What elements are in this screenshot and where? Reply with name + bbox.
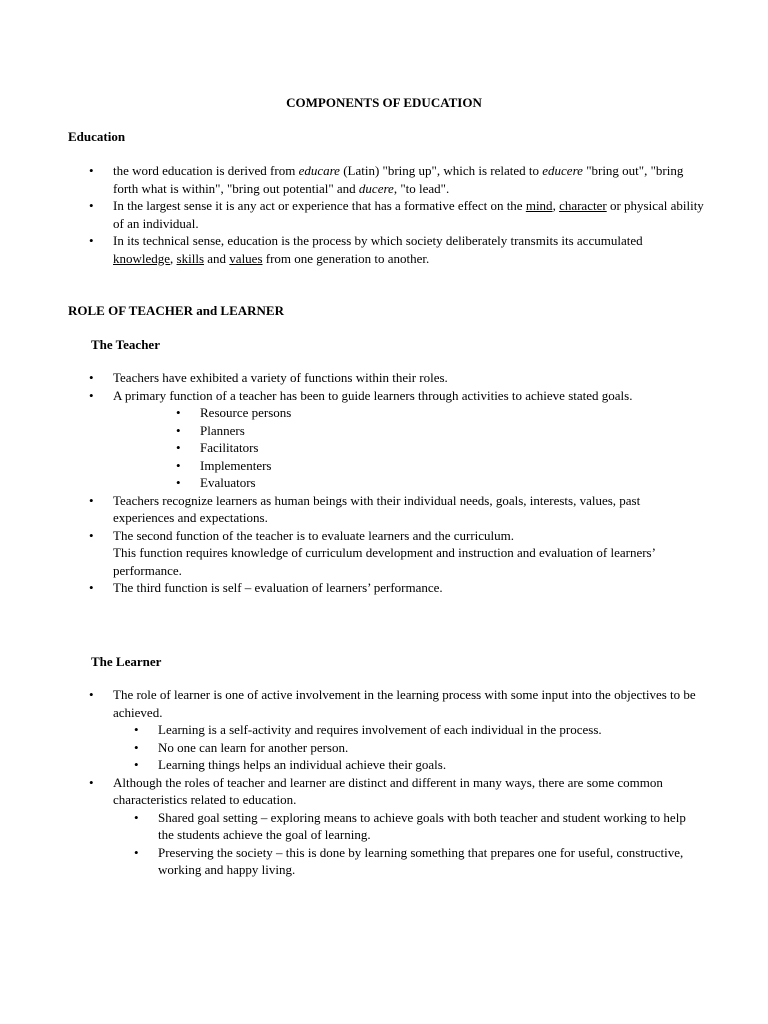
- item-text: and: [204, 250, 230, 266]
- item-text: In the largest sense it is any act or experience that has a formative effect on the: [113, 198, 526, 213]
- item-text: This function requires knowledge of curriculum development and instruction and evaluation of learners’ performance.: [113, 545, 655, 578]
- item-text: "bring out", "bring forth what is within", "bring out potential" and: [113, 163, 684, 196]
- bullet: •: [89, 233, 94, 248]
- list-item: [89, 686, 704, 774]
- item-text: The role of learner is one of active involvement in the learning process with some input into the objectives to be achieved.: [113, 687, 696, 720]
- bullet: •: [89, 198, 94, 213]
- bullet: •: [176, 440, 181, 455]
- bullet: •: [89, 774, 94, 790]
- list-item: [89, 369, 704, 387]
- item-text: or physical ability of an individual.: [113, 198, 704, 231]
- item-text: No one can learn for another person.: [158, 739, 349, 755]
- bullet: •: [134, 722, 139, 737]
- bullet: •: [89, 580, 94, 595]
- item-text: Evaluators: [200, 475, 256, 490]
- item-text: Resource persons: [200, 405, 292, 420]
- item-text: Planners: [200, 422, 245, 438]
- item-text: A primary function of a teacher has been to guide learners through activities to achieve stated goals.: [113, 387, 633, 403]
- document-title: COMPONENTS OF EDUCATION: [286, 95, 482, 110]
- list-item: [89, 232, 704, 267]
- list-item: [89, 387, 704, 492]
- item-text: (Latin) "bring up", which is related to: [339, 163, 543, 178]
- link-knowledge[interactable]: knowledge: [113, 250, 171, 266]
- item-text: Learning is a self-activity and requires involvement of each individual in the process.: [158, 722, 602, 737]
- bullet: •: [176, 405, 181, 420]
- link-skills[interactable]: skills: [176, 250, 205, 266]
- bullet: •: [134, 757, 139, 772]
- education-heading: Education: [68, 129, 126, 144]
- bullet: •: [176, 457, 181, 473]
- list-item: [89, 197, 704, 232]
- link-mind[interactable]: mind: [525, 198, 553, 213]
- item-text: Teachers recognize learners as human beings with their individual needs, goals, interests, values, past experiences and expectations.: [113, 492, 641, 525]
- bullet: •: [89, 492, 94, 508]
- sublist-item: [134, 721, 704, 739]
- bullet: •: [176, 422, 181, 438]
- teacher-role-sublist: [176, 404, 704, 492]
- bullet: •: [134, 739, 139, 755]
- bullet: •: [89, 387, 94, 403]
- sublist-item: [176, 457, 704, 475]
- education-list: [89, 162, 704, 267]
- list-item: [89, 162, 704, 197]
- item-text: from one generation to another.: [262, 250, 430, 266]
- item-italic-term: educere: [542, 163, 583, 178]
- item-text: , "to lead".: [393, 180, 450, 196]
- bullet: •: [134, 809, 139, 825]
- teacher-heading: The Teacher: [91, 337, 160, 352]
- item-text: Learning things helps an individual achieve their goals.: [158, 757, 447, 772]
- list-item: [89, 527, 704, 580]
- item-text: The third function is self – evaluation of learners’ performance.: [113, 580, 443, 595]
- sublist-item: [176, 404, 704, 422]
- item-text: ,: [552, 198, 560, 213]
- item-text: Preserving the society – this is done by learning something that prepares one for useful, constructive, working and happy living.: [158, 844, 684, 877]
- item-text: The second function of the teacher is to evaluate learners and the curriculum.: [113, 527, 515, 543]
- sublist-item: [176, 439, 704, 457]
- role-heading: ROLE OF TEACHER and LEARNER: [68, 303, 284, 318]
- bullet: •: [89, 687, 94, 702]
- list-item: [89, 774, 704, 879]
- item-italic-term: educare: [298, 163, 340, 178]
- teacher-list: [89, 369, 704, 597]
- learner-list: [89, 686, 704, 879]
- list-item: [89, 492, 704, 527]
- sublist-item: [176, 474, 704, 492]
- item-text: Shared goal setting – exploring means to achieve goals with both teacher and student working to help the students achieve the goal of learning.: [158, 809, 686, 842]
- bullet: •: [89, 370, 94, 385]
- item-text: Teachers have exhibited a variety of functions within their roles.: [113, 370, 448, 385]
- sublist-item: [134, 809, 704, 844]
- sublist-item: [134, 844, 704, 879]
- item-text: Although the roles of teacher and learner are distinct and different in many ways, there are some common characteristics related to education.: [113, 774, 663, 807]
- item-text: Facilitators: [200, 440, 259, 455]
- learner-heading: The Learner: [91, 654, 162, 669]
- sublist-item: [134, 739, 704, 757]
- bullet: •: [134, 844, 139, 860]
- sublist-item: [176, 422, 704, 440]
- learner-sublist-2: [134, 809, 704, 879]
- sublist-item: [134, 756, 704, 774]
- item-text: Implementers: [200, 457, 272, 473]
- bullet: •: [89, 527, 94, 543]
- link-values[interactable]: values: [229, 250, 263, 266]
- item-text: the word education is derived from: [113, 163, 299, 178]
- link-character[interactable]: character: [559, 198, 607, 213]
- item-text: ,: [170, 250, 177, 266]
- item-text: In its technical sense, education is the process by which society deliberately transmits its accumulated: [113, 233, 643, 248]
- item-italic-term: ducere: [358, 180, 394, 196]
- bullet: •: [176, 475, 181, 490]
- bullet: •: [89, 163, 94, 178]
- learner-sublist-1: [134, 721, 704, 774]
- list-item: [89, 579, 704, 597]
